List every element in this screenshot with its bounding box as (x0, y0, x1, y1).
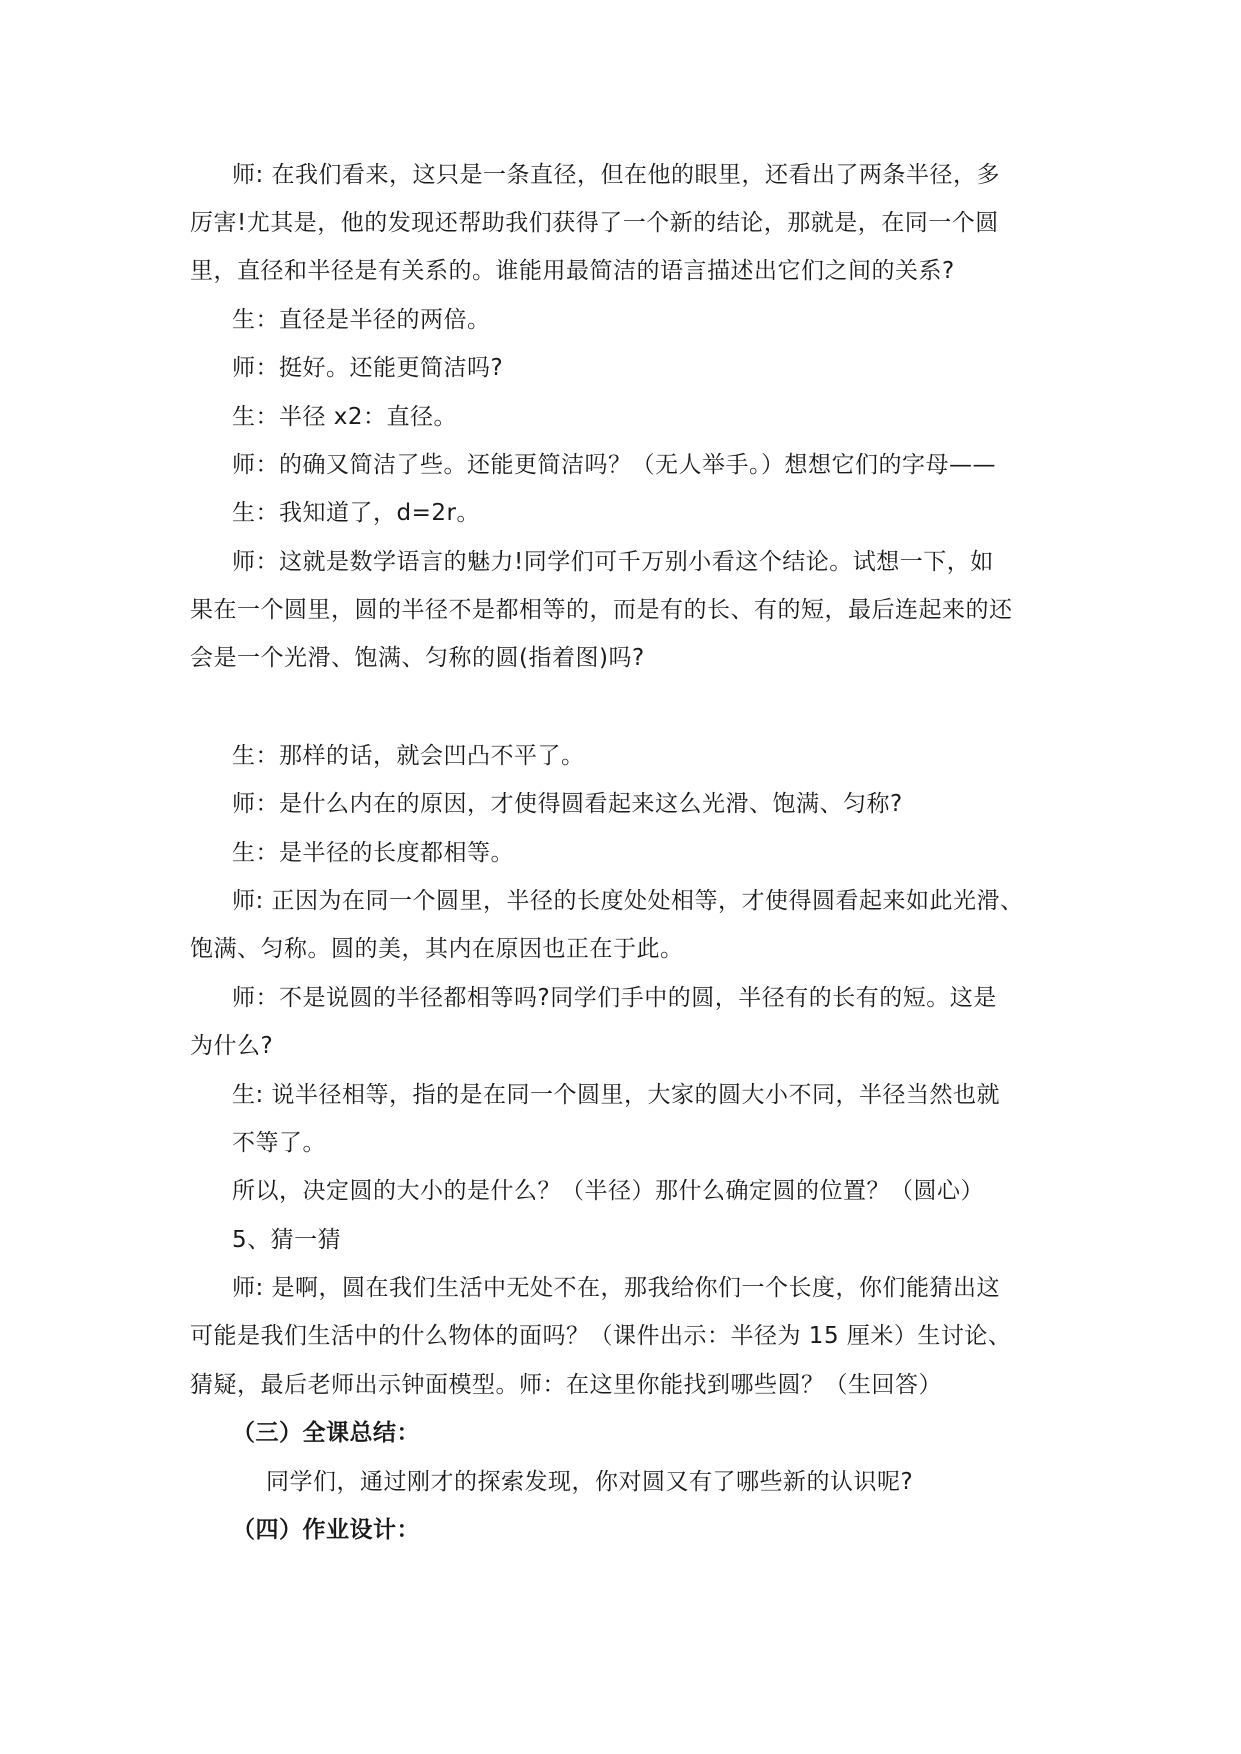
text-line: 果在一个圆里，圆的半径不是都相等的，而是有的长、有的短，最后连起来的还 (190, 597, 1013, 623)
text-line: 生: 说半径相等，指的是在同一个圆里，大家的圆大小不同，半径当然也就 (232, 1082, 1001, 1108)
text-line: 师: 是啊，圆在我们生活中无处不在，那我给你们一个长度，你们能猜出这 (232, 1275, 1001, 1301)
text-line: 饱满、匀称。圆的美，其内在原因也正在于此。 (190, 936, 684, 962)
text-line: 师：不是说圆的半径都相等吗?同学们手中的圆，半径有的长有的短。这是 (232, 985, 997, 1011)
section-heading: 5、猜一猜 (232, 1227, 342, 1253)
text-line: 会是一个光滑、饱满、匀称的圆(指着图)吗? (190, 645, 645, 671)
text-line: 生：那样的话，就会凹凸不平了。 (232, 743, 585, 769)
text-line: 师：的确又简洁了些。还能更简洁吗？（无人举手。）想想它们的字母—— (232, 452, 996, 478)
text-line: 同学们，通过刚才的探索发现，你对圆又有了哪些新的认识呢? (266, 1469, 914, 1495)
text-line: 猜疑，最后老师出示钟面模型。师：在这里你能找到哪些圆？（生回答） (190, 1372, 942, 1398)
text-line: 生：直径是半径的两倍。 (232, 307, 491, 333)
text-line: 师：这就是数学语言的魅力!同学们可千万别小看这个结论。试想一下，如 (232, 549, 994, 575)
text-line: 生：是半径的长度都相等。 (232, 840, 514, 866)
text-line: 师: 在我们看来，这只是一条直径，但在他的眼里，还看出了两条半径，多 (232, 162, 1001, 188)
text-line: 师: 正因为在同一个圆里，半径的长度处处相等，才使得圆看起来如此光滑、 (232, 888, 1024, 914)
text-line: 厉害!尤其是，他的发现还帮助我们获得了一个新的结论，那就是，在同一个圆 (190, 210, 999, 236)
section-heading-homework: （四）作业设计： (232, 1517, 420, 1543)
text-line: 生：半径 x2：直径。 (232, 404, 458, 430)
text-line: 生：我知道了，d=2r。 (232, 500, 480, 526)
text-line: 所以，决定圆的大小的是什么？（半径）那什么确定圆的位置？（圆心） (232, 1178, 984, 1204)
text-line: 师：是什么内在的原因，才使得圆看起来这么光滑、饱满、匀称? (232, 791, 903, 817)
text-line: 里，直径和半径是有关系的。谁能用最简洁的语言描述出它们之间的关系? (190, 258, 955, 284)
section-heading-summary: （三）全课总结： (232, 1420, 420, 1446)
text-line: 为什么? (190, 1033, 274, 1059)
text-line: 可能是我们生活中的什么物体的面吗？（课件出示：半径为 15 厘米）生讨论、 (190, 1323, 1012, 1349)
text-line: 师：挺好。还能更简洁吗? (232, 355, 504, 381)
text-line: 不等了。 (232, 1130, 326, 1156)
